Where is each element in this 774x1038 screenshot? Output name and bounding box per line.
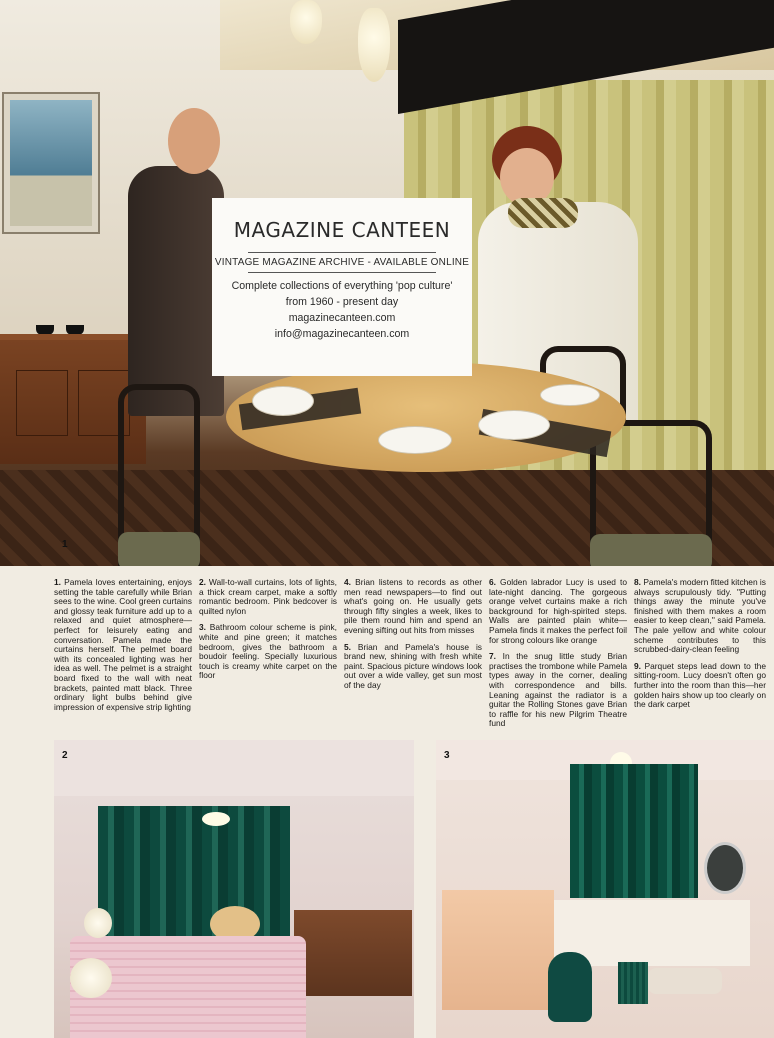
man-figure xyxy=(128,108,224,418)
caption-6: 6. Golden labrador Lucy is used to late-night dancing. The gorgeous orange velvet curtains make a rich background for high-spirited steps. Walls are painted plain white—Pamela finds it makes the perfect foil for strong colours like orange xyxy=(489,577,627,645)
caption-7: 7. In the snug little study Brian practises the trombone while Pamela types away in the corner, dealing with correspondence and bills. Leaning against the radiator is a guitar the Rolling Stones gave Brian to raffle for his new Pilgrim Theatre fund xyxy=(489,651,627,729)
watermark-email: info@magazinecanteen.com xyxy=(274,328,410,340)
caption-5: 5. Brian and Pamela's house is brand new, shining with fresh white paint. Spacious picture windows look out over a wide valley, get sun most of the day xyxy=(344,641,482,690)
bedside-lamp xyxy=(70,958,112,998)
photo-number: 1 xyxy=(62,539,68,550)
divider xyxy=(248,272,436,273)
caption-8: 8. Pamela's modern fitted kitchen is always scrupulously tidy. "Putting things away the minute you've finished with them makes a room easier to keep clean," said Pamela. The pale yellow and white colour scheme contributes to this scrubbed-dairy-clean feeling xyxy=(634,577,766,655)
vanity-seat xyxy=(648,968,722,994)
plate xyxy=(540,384,600,406)
caption-9: 9. Parquet steps lead down to the sitting-room. Lucy doesn't often go further into the room than this—her golden hairs show up too clearly on the dark carpet xyxy=(634,660,766,710)
caption-4: 4. Brian listens to records as other men read newspapers—to find out what's going on. He usually gets through fifty singles a week, likes to pile them round him and spend an evening sifting out hits from misses xyxy=(344,577,482,635)
dining-chair xyxy=(118,384,200,566)
plate xyxy=(252,386,314,416)
magazine-canteen-watermark xyxy=(212,198,472,376)
caption-3: 3. Bathroom colour scheme is pink, white and pine green; it matches bedroom, gives the bathroom a boudoir feeling. Specially luxurious touch is creamy white carpet on the floor xyxy=(199,622,337,681)
caption-column xyxy=(634,578,766,717)
bedroom-photo xyxy=(54,740,414,1038)
watermark-title: MAGAZINE CANTEEN xyxy=(233,218,451,242)
pink-bath xyxy=(442,890,554,1010)
caption-column xyxy=(344,578,482,698)
green-curtains xyxy=(570,764,698,898)
caption-column xyxy=(489,578,627,736)
photo-number: 3 xyxy=(444,750,450,761)
watermark-tagline: Complete collections of everything 'pop culture' xyxy=(231,280,453,292)
plate xyxy=(378,426,452,454)
divider xyxy=(248,252,436,253)
caption-column xyxy=(199,578,337,688)
wall-painting xyxy=(2,92,100,234)
green-stool xyxy=(548,952,592,1022)
watermark-website: magazinecanteen.com xyxy=(288,312,396,324)
ceiling-light xyxy=(202,812,230,826)
captions-area xyxy=(54,578,766,730)
pendant-lamp xyxy=(358,8,390,82)
caption-column xyxy=(54,578,192,719)
round-mirror xyxy=(704,842,746,894)
bathroom-photo xyxy=(436,740,774,1038)
pendant-lamp xyxy=(290,0,322,44)
plate xyxy=(478,410,550,440)
bedside-lamp xyxy=(84,908,112,938)
caption-1: 1. Pamela loves entertaining, enjoys setting the table carefully while Brian sees to the wine. Cool green curtains and glossy teak furniture add up to a relaxed and quiet atmosphere—perfect for leisurely eating and conversation. Pamela made the curtains herself. The pelmet board with its concealed lighting was her idea as well. The pelmet is a straight board fixed to the wall with neat brackets, painted matt black. Three ordinary light bulbs behind give impression of expensive strip lighting xyxy=(54,577,192,712)
watermark-subtitle: VINTAGE MAGAZINE ARCHIVE - AVAILABLE ONLINE xyxy=(214,257,470,268)
coffee-cups xyxy=(36,322,100,334)
dresser xyxy=(294,910,412,996)
watermark-date-range: from 1960 - present day xyxy=(285,296,399,308)
wastebasket xyxy=(618,962,648,1004)
caption-2: 2. Wall-to-wall curtains, lots of lights, a thick cream carpet, make a softly romantic bedroom. Pink bedcover is quilted nylon xyxy=(199,577,337,616)
photo-number: 2 xyxy=(62,750,68,761)
